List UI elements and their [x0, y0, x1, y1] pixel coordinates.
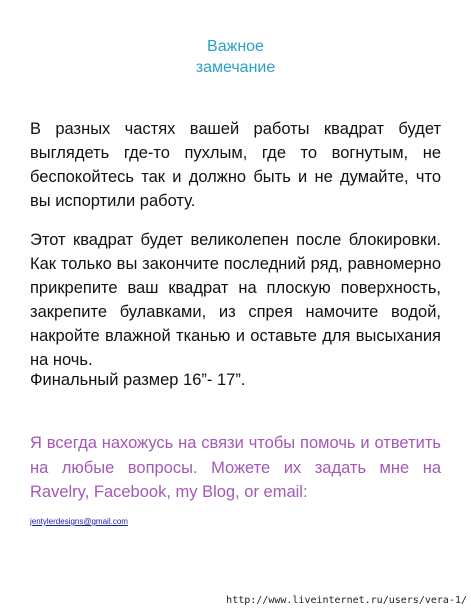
email-link[interactable]: jentylerdesigns@gmail.com: [30, 517, 128, 526]
title-line-2: замечание: [195, 59, 276, 76]
paragraph-final-size: Финальный размер 16”- 17”.: [30, 371, 246, 389]
contact-paragraph: Я всегда нахожусь на связи чтобы помочь и ответить на любые вопросы. Можете их задать мне на Ravelry, Facebook, my Blog, or email:: [30, 434, 441, 501]
paragraph-2: Этот квадрат будет великолепен после блокировки. Как только вы закончите последний ряд, равномерно прикрепите ваш квадрат на плоскую поверхность, закрепите булавками, из спрея намочите водой, накройте влажной тканью и оставьте для высыхания на ночь.: [30, 231, 441, 369]
watermark-url: http://www.liveinternet.ru/users/vera-1/: [226, 595, 467, 606]
title-line-1: Важное: [207, 38, 264, 55]
paragraph-1: В разных частях вашей работы квадрат будет выглядеть где-то пухлым, где то вогнутым, не беспокойтесь так и должно быть и не думайте, что вы испортили работу.: [30, 120, 441, 210]
page-title: [0, 36, 471, 78]
